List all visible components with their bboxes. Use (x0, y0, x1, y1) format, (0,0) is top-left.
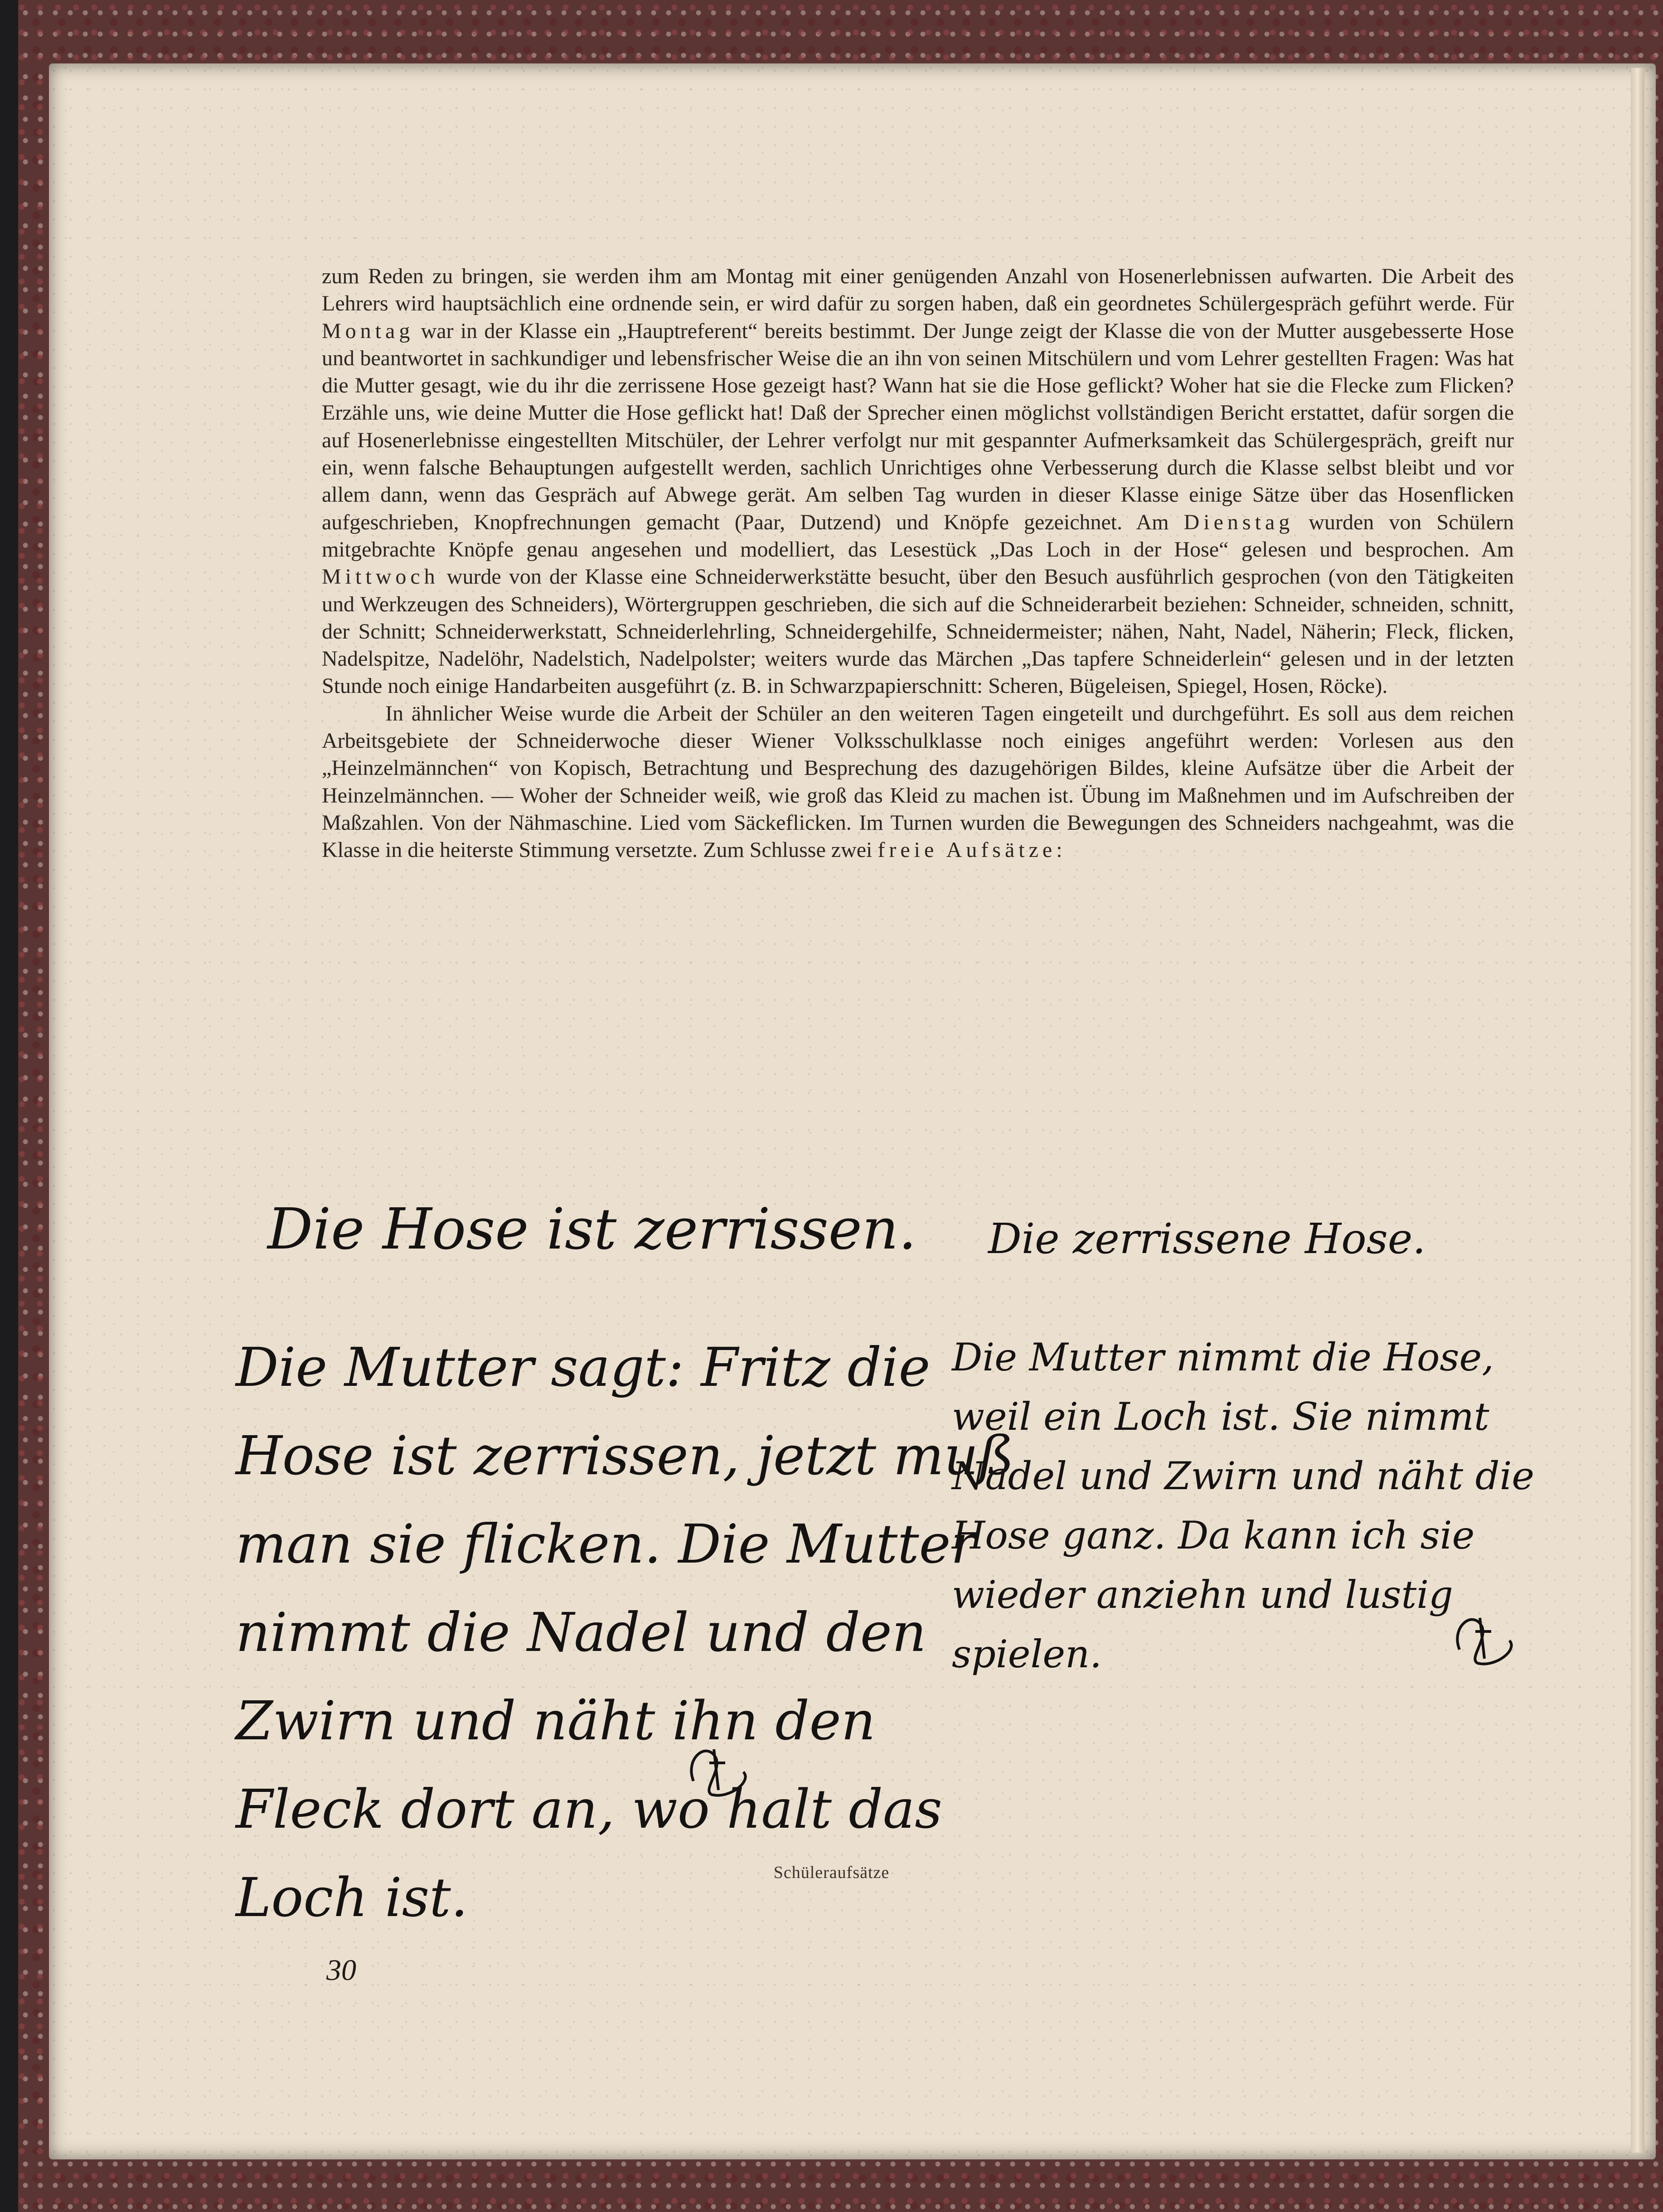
essay-2-line: spielen. (952, 1632, 1102, 1676)
page-edge (1631, 68, 1644, 2153)
emphasis-montag: Montag (322, 319, 414, 343)
paragraph-2: In ähnlicher Weise wurde die Arbeit der Schüler an den weiteren Tagen eingeteilt und durchgeführt. Es soll aus dem reichen Arbeitsgebiete der Schneiderwoche dieser Wiener Volksschulklasse noch einiges angeführt werden: Vorlesen aus den „Heinzelmännchen“ von Kopisch, Betrachtung und Besprechung des dazugehörigen Bildes, kleine Aufsätze über die Arbeit der Heinzelmännchen. — Woher der Schneider weiß, wie groß das Kleid zu machen ist. Übung im Maßnehmen und im Aufschreiben der Maßzahlen. Von der Nähmaschine. Lied vom Säckeflicken. Im Turnen wurden die Bewegungen des Schneiders nachgeahmt, was die Klasse in die heiterste Stimmung versetzte. Zum Schlusse zwei freie Aufsätze: (322, 701, 1514, 862)
essay-2-line: weil ein Loch ist. Sie nimmt (952, 1394, 1489, 1439)
page-number: 30 (326, 1954, 356, 1987)
essay-2-line: wieder anziehn und lustig (952, 1573, 1453, 1617)
essay-1-line: Fleck dort an, wo halt das (236, 1778, 942, 1840)
emphasis-mittwoch: Mittwoch (322, 565, 439, 589)
essay-2-line: Hose ganz. Da kann ich sie (952, 1513, 1475, 1558)
essay-1-line: Die Mutter sagt: Fritz die (236, 1336, 931, 1399)
essay-2-line: Nadel und Zwirn und näht die (952, 1454, 1535, 1498)
essay-1-body (236, 1323, 1014, 1942)
essay-1-line: Zwirn und näht ihn den (236, 1689, 876, 1752)
signature-mark-1 (675, 1731, 766, 1808)
essay-1-line: nimmt die Nadel und den (236, 1601, 926, 1664)
figure-caption: Schüleraufsätze (773, 1863, 890, 1882)
essay-2-title: Die zerrissene Hose. (988, 1215, 1426, 1263)
signature-mark-2 (1441, 1600, 1532, 1677)
essay-1-line: man sie flicken. Die Mutter (236, 1513, 976, 1575)
paragraph-1: zum Reden zu bringen, sie werden ihm am Montag mit einer genügenden Anzahl von Hosenerlebnissen aufwarten. Die Arbeit des Lehrers wird hauptsächlich eine ordnende sein, er wird dafür zu sorgen haben, daß ein geordnetes Schülergespräch geführt werde. Für Montag war in der Klasse ein „Hauptreferent“ bereits bestimmt. Der Junge zeigt der Klasse die von der Mutter ausgebesserte Hose und beantwortet in sachkundiger und lebensfrischer Weise die an ihn von seinen Mitschülern und vom Lehrer gestellten Fragen: Was hat die Mutter gesagt, wie du ihr die zerrissene Hose gezeigt hast? Wann hat sie die Hose geflickt? Woher hat sie die Flecke zum Flicken? Erzähle uns, wie deine Mutter die Hose geflickt hat! Daß der Sprecher einen möglichst vollständigen Bericht erstattet, dafür sorgen die auf Hosenerlebnisse eingestellten Mitschüler, der Lehrer verfolgt nur mit gespannter Aufmerksamkeit das Schülergespräch, greift nur ein, wenn falsche Behauptungen aufgestellt werden, sachlich Unrichtiges ohne Verbesserung durch die Klasse selbst bleibt und vor allem dann, wenn das Gespräch auf Abwege gerät. Am selben Tag wurden in dieser Klasse einige Sätze über das Hosenflicken aufgeschrieben, Knopfrechnungen gemacht (Paar, Dutzend) und Knöpfe gezeichnet. Am Dienstag wurden von Schülern mitgebrachte Knöpfe genau angesehen und modelliert, das Lesestück „Das Loch in der Hose“ gelesen und besprochen. Am Mittwoch wurde von der Klasse eine Schneiderwerkstätte besucht, über den Besuch ausführlich gesprochen (von den Tätigkeiten und Werkzeugen des Schneiders), Wörtergruppen geschrieben, die sich auf die Schneiderarbeit beziehen: Schneider, schneiden, schnitt, der Schnitt; Schneiderwerkstatt, Schneiderlehrling, Schneidergehilfe, Schneidermeister; nähen, Naht, Nadel, Näherin; Fleck, flicken, Nadelspitze, Nadelöhr, Nadelstich, Nadelpolster; weiters wurde das Märchen „Das tapfere Schneiderlein“ gelesen und in der letzten Stunde noch einige Handarbeiten ausgeführt (z. B. in Schwarzpapierschnitt: Scheren, Bügeleisen, Spiegel, Hosen, Röcke). (322, 264, 1514, 698)
essay-1-line: Hose ist zerrissen, jetzt muß (236, 1424, 1014, 1487)
essay-2-line: Die Mutter nimmt die Hose, (952, 1335, 1494, 1379)
emphasis-freie-aufsaetze: freie Aufsätze (878, 838, 1057, 862)
essay-1-title: Die Hose ist zerrissen. (267, 1196, 916, 1262)
body-text (322, 263, 1514, 864)
essay-1-line: Loch ist. (236, 1866, 468, 1929)
emphasis-dienstag: Dienstag (1183, 510, 1294, 534)
